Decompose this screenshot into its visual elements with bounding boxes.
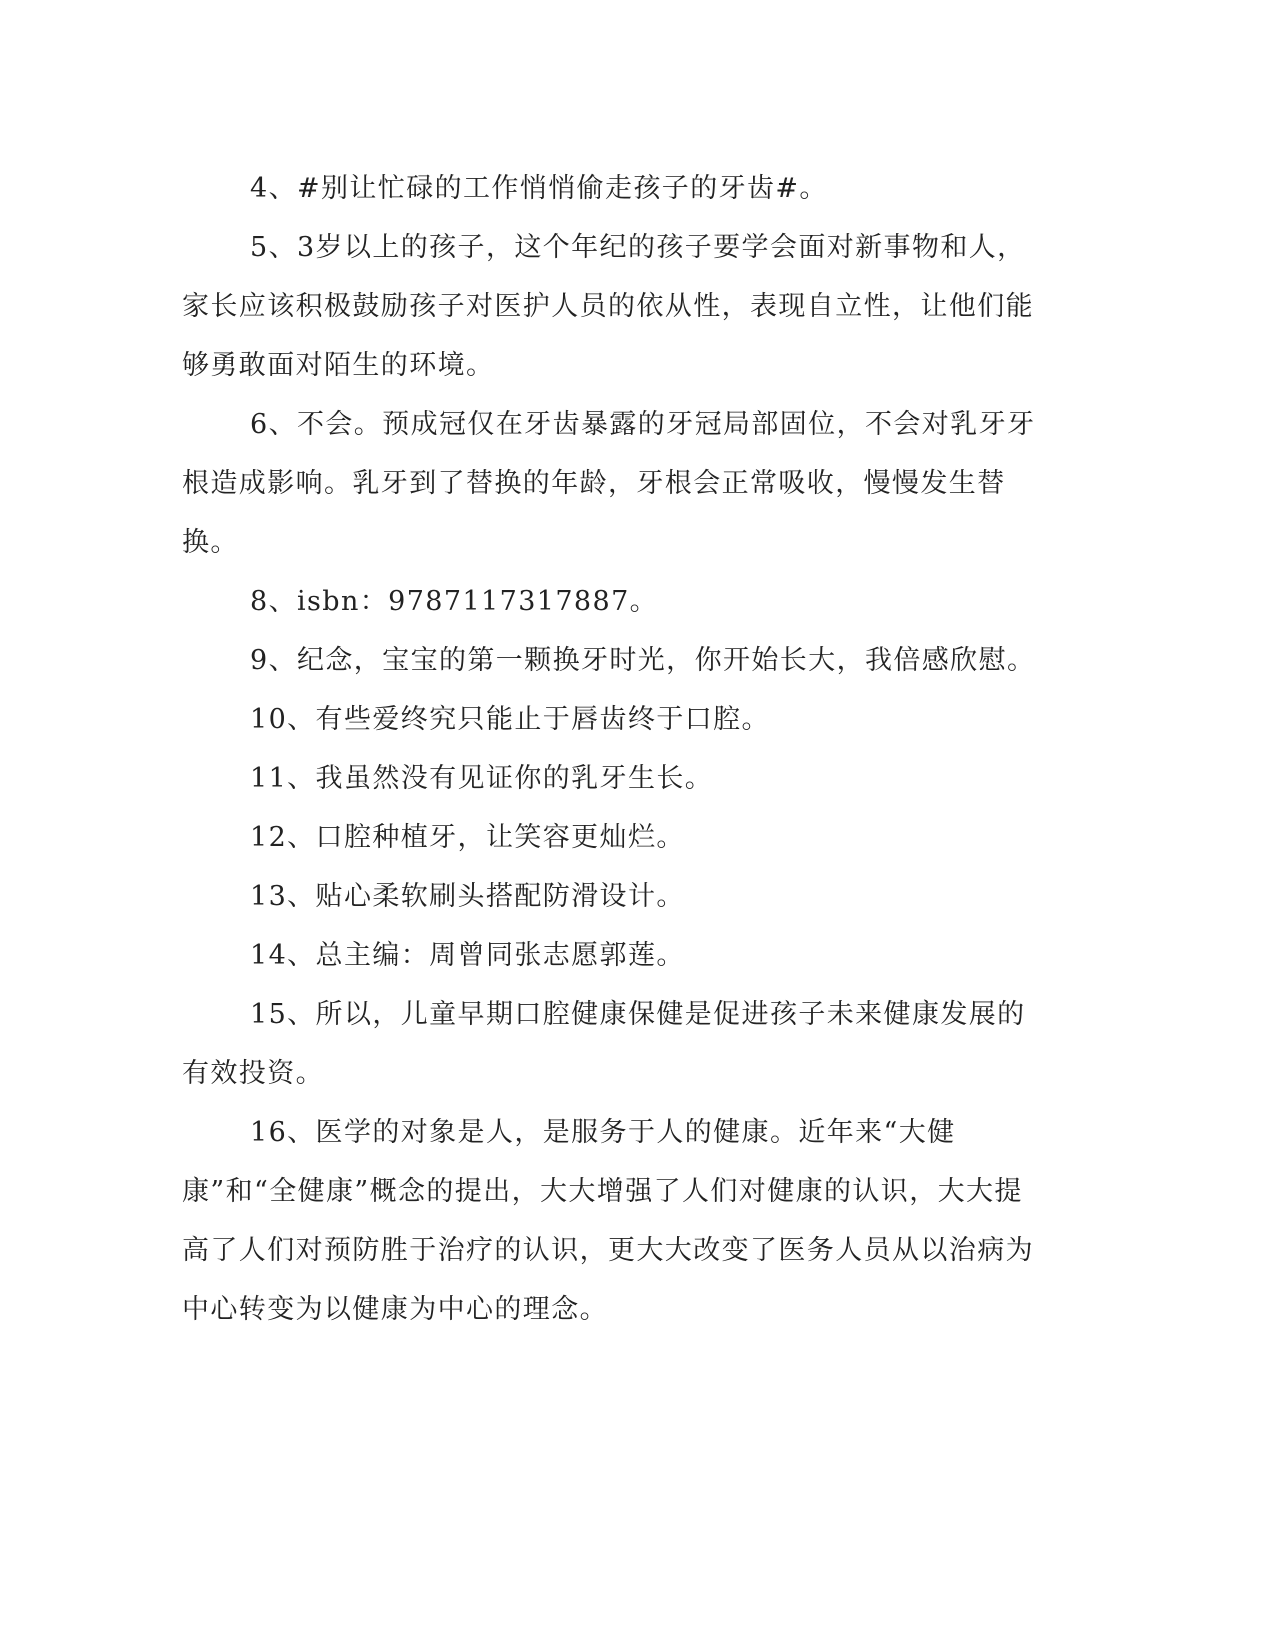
paragraph-6: 6、不会。预成冠仅在牙齿暴露的牙冠局部固位，不会对乳牙牙根造成影响。乳牙到了替换的年龄，牙根会正常吸收，慢慢发生替换。: [182, 409, 1036, 558]
paragraph-15: 15、所以，儿童早期口腔健康保健是促进孩子未来健康发展的有效投资。: [182, 999, 1026, 1089]
paragraph-14: 14、总主编：周曾同张志愿郭莲。: [250, 940, 685, 971]
paragraph-16: 16、医学的对象是人，是服务于人的健康。近年来“大健康”和“全健康”概念的提出，大大增强了人们对健康的认识，大大提高了人们对预防胜于治疗的认识，更大大改变了医务人员从以治病为中心转变为以健康为中心的理念。: [182, 1117, 1034, 1325]
paragraph-13: 13、贴心柔软刷头搭配防滑设计。: [250, 881, 685, 912]
paragraph-10: 10、有些爱终究只能止于唇齿终于口腔。: [250, 704, 770, 735]
paragraph-9: 9、纪念，宝宝的第一颗换牙时光，你开始长大，我倍感欣慰。: [250, 645, 1036, 676]
paragraph-12: 12、口腔种植牙，让笑容更灿烂。: [250, 822, 685, 853]
paragraph-5: 5、3岁以上的孩子，这个年纪的孩子要学会面对新事物和人，家长应该积极鼓励孩子对医护人员的依从性，表现自立性，让他们能够勇敢面对陌生的环境。: [182, 232, 1034, 381]
document-body: [182, 159, 1042, 1339]
paragraph-4: 4、#别让忙碌的工作悄悄偷走孩子的牙齿#。: [250, 173, 828, 204]
paragraph-11: 11、我虽然没有见证你的乳牙生长。: [250, 763, 714, 794]
paragraph-8: 8、isbn：9787117317887。: [250, 586, 659, 617]
